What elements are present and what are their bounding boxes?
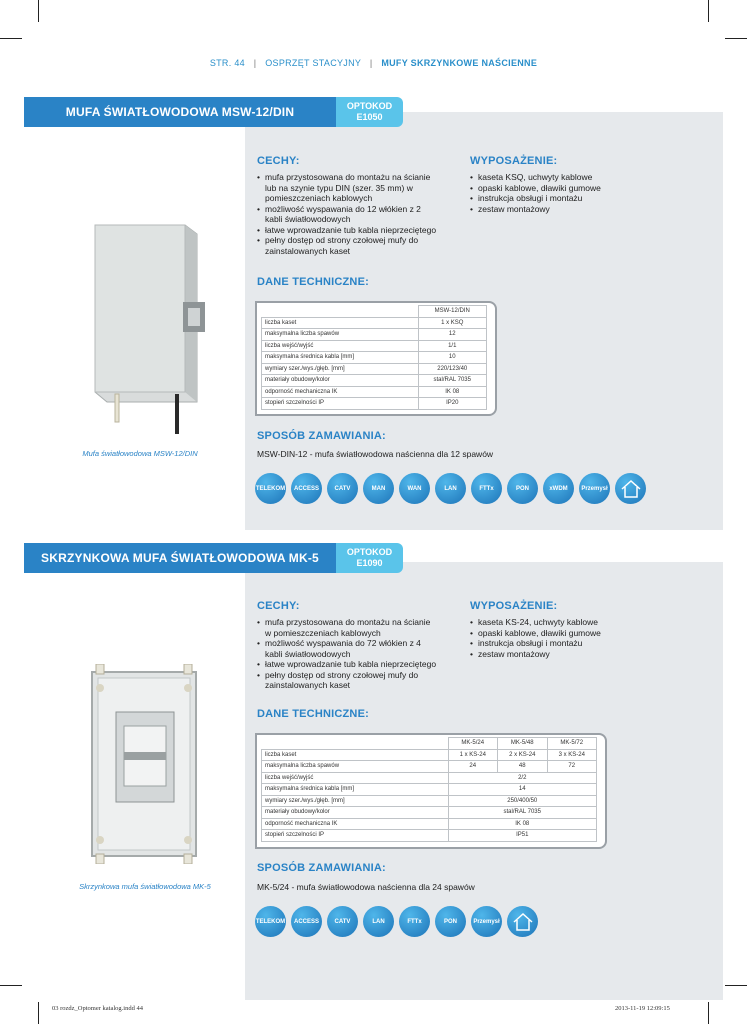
row-label: materiały obudowy/kolor bbox=[262, 375, 419, 387]
row-value: IK 08 bbox=[418, 386, 487, 398]
badge-pon: PON bbox=[435, 906, 466, 937]
column-header: MK-5/48 bbox=[498, 738, 548, 750]
row-label: maksymalna liczba spawów bbox=[262, 761, 449, 773]
product-title: MUFA ŚWIATŁOWODOWA MSW-12/DIN bbox=[65, 105, 295, 119]
badge-lan: LAN bbox=[435, 473, 466, 504]
optokod-tag bbox=[336, 97, 403, 127]
application-badges bbox=[255, 473, 646, 504]
table-row bbox=[262, 795, 597, 807]
badge-catv: CATV bbox=[327, 906, 358, 937]
product-caption: Mufa światłowodowa MSW-12/DIN bbox=[82, 449, 198, 458]
row-value: stal/RAL 7035 bbox=[448, 807, 597, 819]
footer-file: 03 rozdz_Optomer katalog.indd 44 bbox=[52, 1005, 143, 1012]
column-header: MK-5/24 bbox=[448, 738, 498, 750]
row-value: IK 08 bbox=[448, 818, 597, 830]
footer-date: 2013-11-19 12:09:15 bbox=[615, 1005, 670, 1012]
row-value: 250/400/50 bbox=[448, 795, 597, 807]
column-header: MK-5/72 bbox=[547, 738, 597, 750]
table-row bbox=[262, 761, 597, 773]
badge-access: ACCESS bbox=[291, 473, 322, 504]
row-label: wymiary szer./wys./głęb. [mm] bbox=[262, 363, 419, 375]
row-label: liczba kaset bbox=[262, 317, 419, 329]
product-image-msw bbox=[85, 222, 215, 437]
badge-przemysl: Przemysł bbox=[579, 473, 610, 504]
order-text: MSW-DIN-12 - mufa światłowodowa naścienna dla 12 spawów bbox=[257, 449, 494, 459]
badge-fttx: FTTx bbox=[471, 473, 502, 504]
table-row bbox=[262, 807, 597, 819]
row-value: 220/123/40 bbox=[418, 363, 487, 375]
row-label: materiały obudowy/kolor bbox=[262, 807, 449, 819]
equipment-item: • opaski kablowe, dławiki gumowe bbox=[470, 628, 670, 639]
home-icon bbox=[507, 906, 538, 937]
row-value: 10 bbox=[418, 352, 487, 364]
product-title-bar bbox=[24, 97, 336, 127]
row-value: 12 bbox=[418, 329, 487, 341]
feature-item: • mufa przystosowana do montażu na ścianie w pomieszczeniach kablowych bbox=[257, 617, 437, 638]
table-row bbox=[262, 386, 487, 398]
table-row bbox=[262, 329, 487, 341]
row-value: 1 x KS-24 bbox=[448, 749, 498, 761]
row-value: IP20 bbox=[418, 398, 487, 410]
features-list bbox=[257, 617, 437, 691]
application-badges bbox=[255, 906, 538, 937]
badge-access: ACCESS bbox=[291, 906, 322, 937]
row-value: 14 bbox=[448, 784, 597, 796]
row-label: maksymalna liczba spawów bbox=[262, 329, 419, 341]
tech-heading: DANE TECHNICZNE: bbox=[257, 276, 369, 288]
order-heading: SPOSÓB ZAMAWIANIA: bbox=[257, 862, 386, 874]
table-row bbox=[262, 375, 487, 387]
tech-table bbox=[255, 301, 497, 416]
equipment-item: • opaski kablowe, dławiki gumowe bbox=[470, 183, 670, 194]
tech-table bbox=[255, 733, 607, 849]
order-heading: SPOSÓB ZAMAWIANIA: bbox=[257, 430, 386, 442]
row-label: odporność mechaniczna IK bbox=[262, 818, 449, 830]
product-title: SKRZYNKOWA MUFA ŚWIATŁOWODOWA MK-5 bbox=[41, 551, 319, 565]
product-caption: Skrzynkowa mufa światłowodowa MK-5 bbox=[79, 882, 211, 891]
badge-fttx: FTTx bbox=[399, 906, 430, 937]
row-value: 2/2 bbox=[448, 772, 597, 784]
row-label: maksymalna średnica kabla [mm] bbox=[262, 784, 449, 796]
row-value: 1/1 bbox=[418, 340, 487, 352]
equipment-heading: WYPOSAŻENIE: bbox=[470, 155, 558, 167]
feature-item: • łatwe wprowadzanie tub kabla nieprzeciętego bbox=[257, 225, 437, 236]
badge-xwdm: xWDM bbox=[543, 473, 574, 504]
badge-telekom: TELEKOM bbox=[255, 473, 286, 504]
row-value: 48 bbox=[498, 761, 548, 773]
feature-item: • możliwość wyspawania do 12 włókien z 2 kabli światłowodowych bbox=[257, 204, 437, 225]
row-label: wymiary szer./wys./głęb. [mm] bbox=[262, 795, 449, 807]
running-header: STR. 44 | OSPRZĘT STACYJNY | MUFY SKRZYNKOWE NAŚCIENNE bbox=[209, 58, 538, 68]
equipment-item: • kaseta KS-24, uchwyty kablowe bbox=[470, 617, 670, 628]
equipment-item: • instrukcja obsługi i montażu bbox=[470, 193, 670, 204]
column-header: MSW-12/DIN bbox=[418, 306, 487, 318]
badge-wan: WAN bbox=[399, 473, 430, 504]
page-number: STR. 44 bbox=[209, 58, 245, 68]
row-value: 72 bbox=[547, 761, 597, 773]
row-value: 1 x KSQ bbox=[418, 317, 487, 329]
row-label: maksymalna średnica kabla [mm] bbox=[262, 352, 419, 364]
product-image-mk5 bbox=[88, 664, 200, 864]
equipment-list bbox=[470, 617, 670, 659]
optokod-value: E1050 bbox=[356, 112, 383, 122]
optokod-tag bbox=[336, 543, 403, 573]
table-row bbox=[262, 818, 597, 830]
badge-przemysl: Przemysł bbox=[471, 906, 502, 937]
equipment-item: • zestaw montażowy bbox=[470, 204, 670, 215]
equipment-item: • instrukcja obsługi i montażu bbox=[470, 638, 670, 649]
optokod-value: E1090 bbox=[356, 558, 383, 568]
row-label: odporność mechaniczna IK bbox=[262, 386, 419, 398]
row-value: 3 x KS-24 bbox=[547, 749, 597, 761]
features-heading: CECHY: bbox=[257, 155, 300, 167]
badge-telekom: TELEKOM bbox=[255, 906, 286, 937]
equipment-list bbox=[470, 172, 670, 214]
features-heading: CECHY: bbox=[257, 600, 300, 612]
feature-item: • pełny dostęp od strony czołowej mufy do zainstalowanych kaset bbox=[257, 670, 437, 691]
home-icon bbox=[615, 473, 646, 504]
row-value: 24 bbox=[448, 761, 498, 773]
row-label: liczba wejść/wyjść bbox=[262, 340, 419, 352]
table-row bbox=[262, 830, 597, 842]
row-value: 2 x KS-24 bbox=[498, 749, 548, 761]
row-value: stal/RAL 7035 bbox=[418, 375, 487, 387]
feature-item: • pełny dostęp od strony czołowej mufy do zainstalowanych kaset bbox=[257, 235, 437, 256]
table-row bbox=[262, 772, 597, 784]
equipment-item: • zestaw montażowy bbox=[470, 649, 670, 660]
subsection-name: MUFY SKRZYNKOWE NAŚCIENNE bbox=[381, 58, 538, 68]
row-label: liczba wejść/wyjść bbox=[262, 772, 449, 784]
tech-heading: DANE TECHNICZNE: bbox=[257, 708, 369, 720]
table-row bbox=[262, 749, 597, 761]
badge-lan: LAN bbox=[363, 906, 394, 937]
table-row bbox=[262, 784, 597, 796]
row-label: stopień szczelności IP bbox=[262, 830, 449, 842]
row-label: liczba kaset bbox=[262, 749, 449, 761]
feature-item: • mufa przystosowana do montażu na ścianie lub na szynie typu DIN (szer. 35 mm) w pomieszczeniach kablowych bbox=[257, 172, 437, 204]
table-row bbox=[262, 340, 487, 352]
features-list bbox=[257, 172, 437, 256]
badge-pon: PON bbox=[507, 473, 538, 504]
badge-man: MAN bbox=[363, 473, 394, 504]
feature-item: • łatwe wprowadzanie tub kabla nieprzeciętego bbox=[257, 659, 437, 670]
optokod-label: OPTOKOD bbox=[346, 101, 393, 111]
equipment-heading: WYPOSAŻENIE: bbox=[470, 600, 558, 612]
product-title-bar bbox=[24, 543, 336, 573]
badge-catv: CATV bbox=[327, 473, 358, 504]
optokod-label: OPTOKOD bbox=[346, 547, 393, 557]
order-text: MK-5/24 - mufa światłowodowa naścienna dla 24 spawów bbox=[257, 882, 475, 892]
equipment-item: • kaseta KSQ, uchwyty kablowe bbox=[470, 172, 670, 183]
table-row bbox=[262, 317, 487, 329]
table-row bbox=[262, 363, 487, 375]
feature-item: • możliwość wyspawania do 72 włókien z 4 kabli światłowodowych bbox=[257, 638, 437, 659]
section-name: OSPRZĘT STACYJNY bbox=[265, 58, 362, 68]
row-label: stopień szczelności IP bbox=[262, 398, 419, 410]
table-row bbox=[262, 352, 487, 364]
table-row bbox=[262, 398, 487, 410]
row-value: IP51 bbox=[448, 830, 597, 842]
